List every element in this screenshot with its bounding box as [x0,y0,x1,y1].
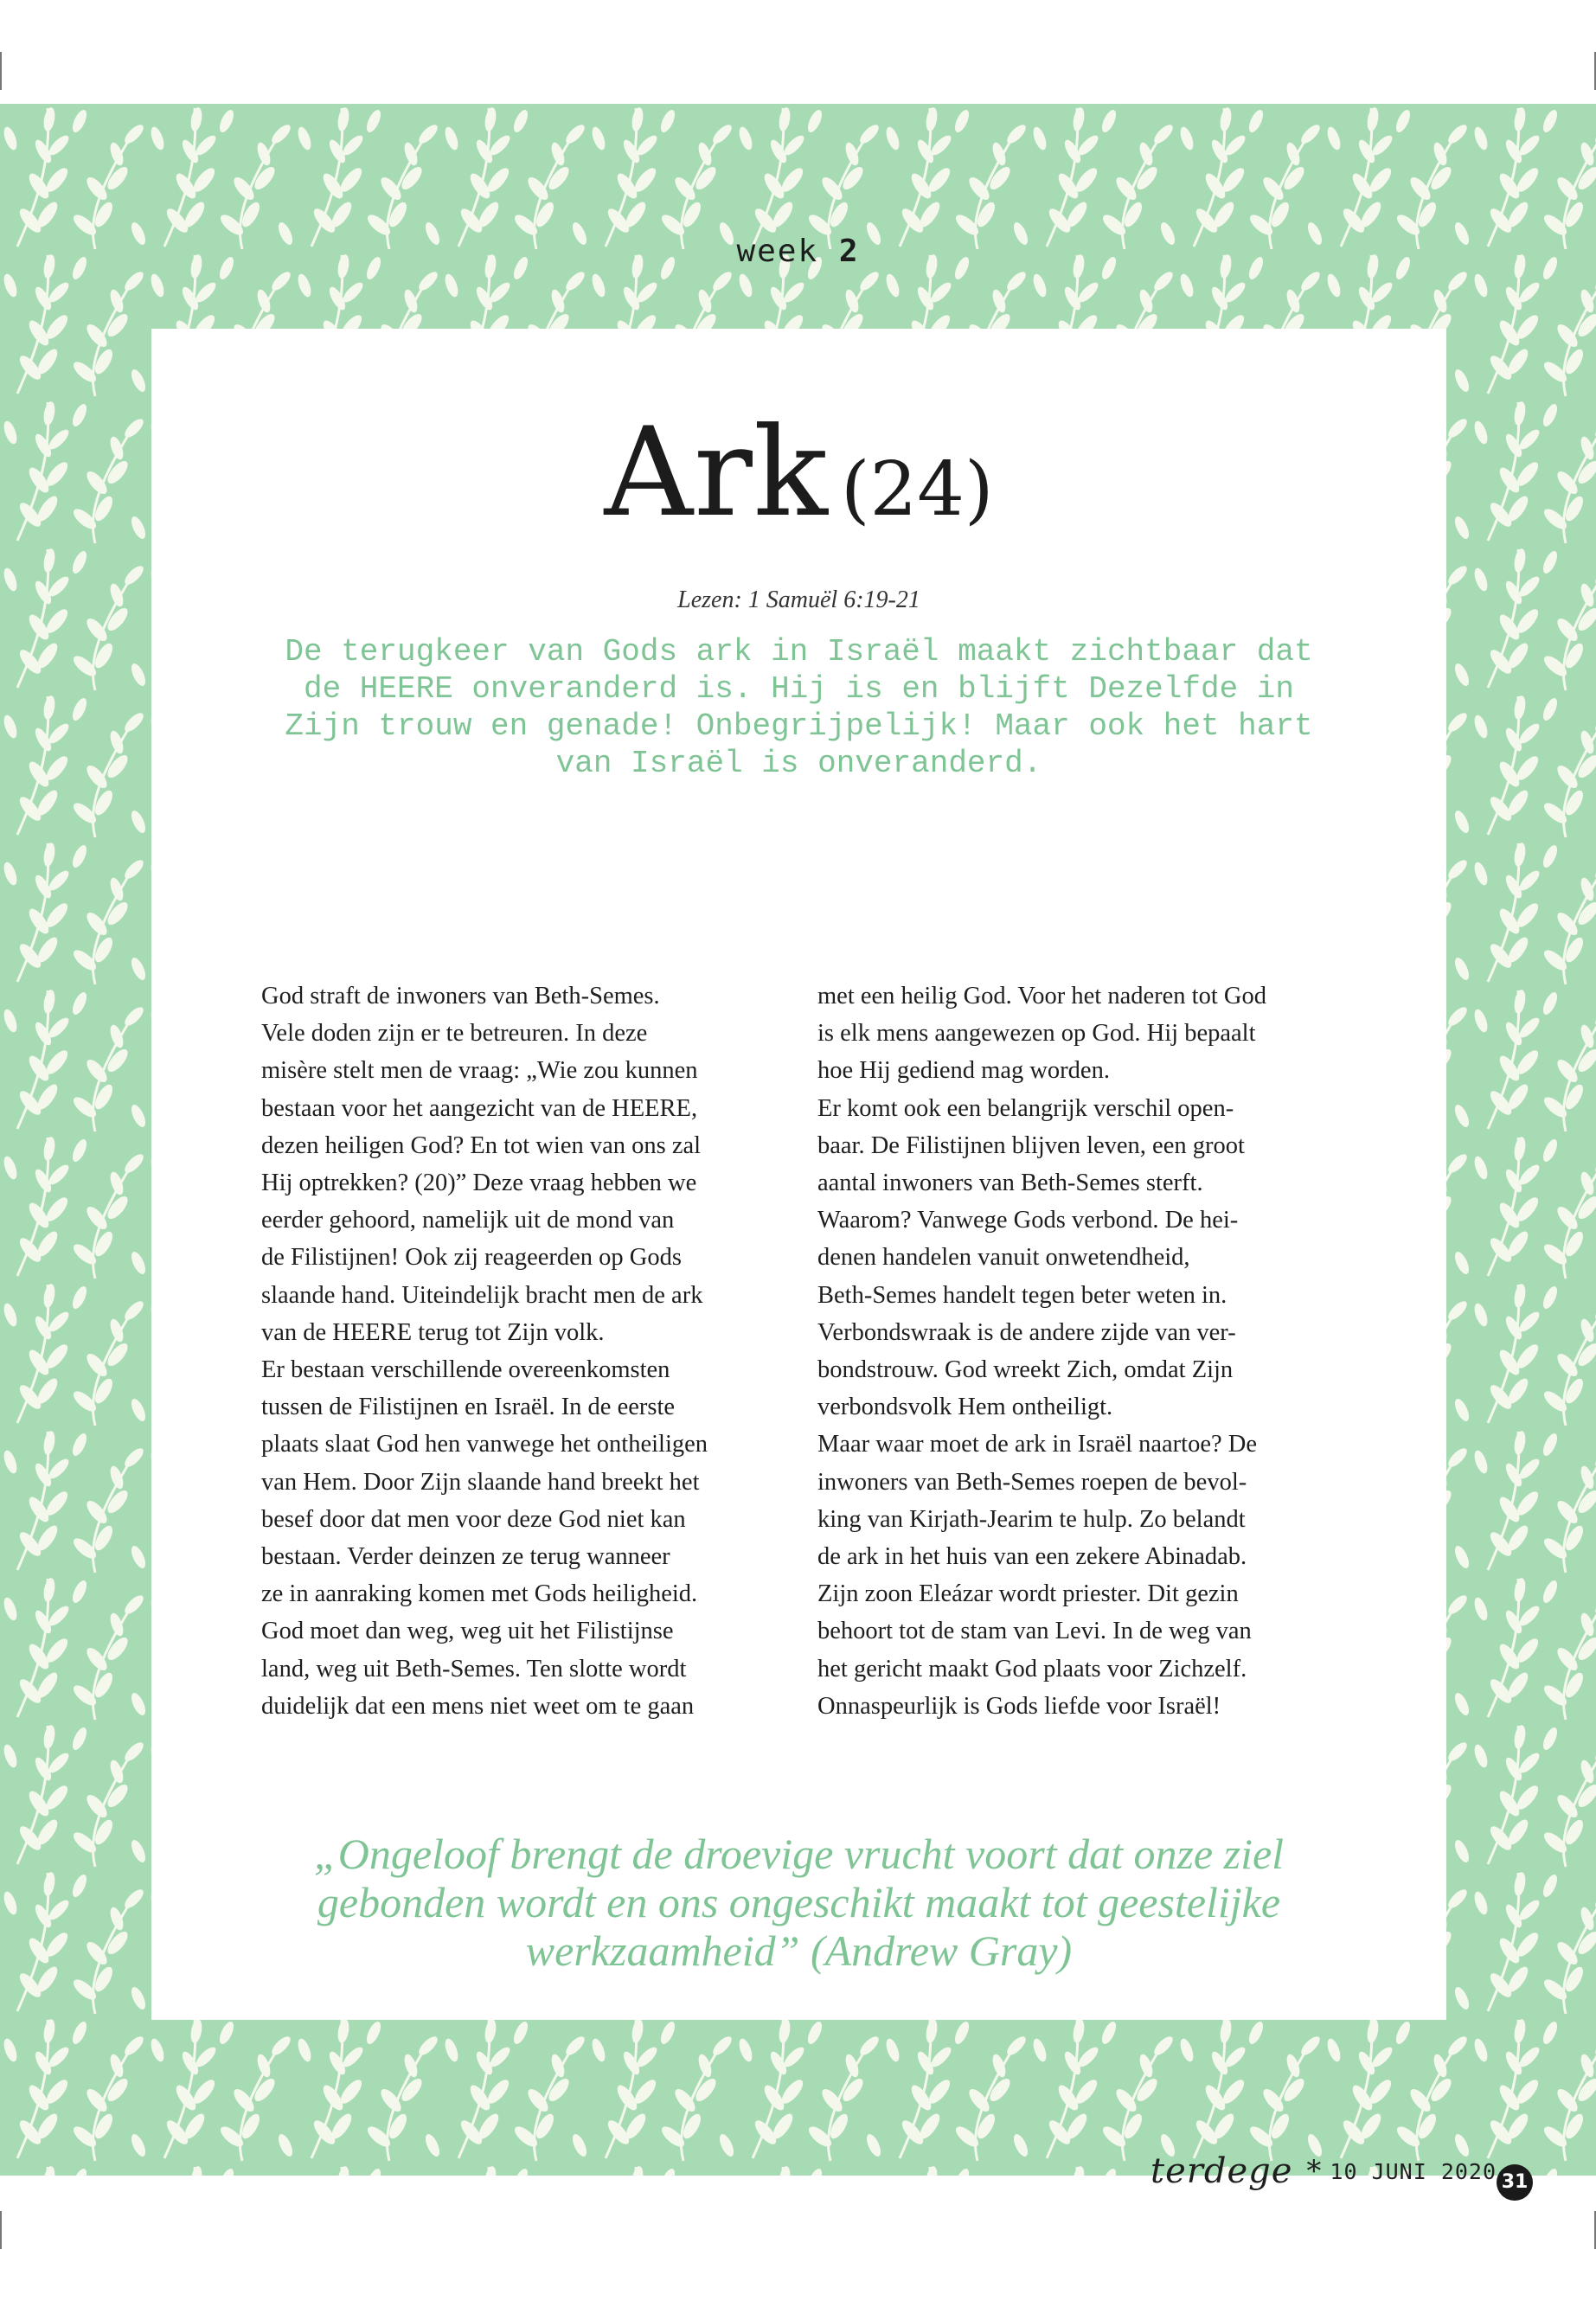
quote-line: werkzaamheid” (Andrew Gray) [525,1926,1073,1975]
week-label [0,234,1596,269]
body-line: Er bestaan verschillende overeenkomsten [261,1356,670,1384]
content-panel [151,329,1446,2020]
body-line: is elk mens aangewezen op God. Hij bepaalt [817,1020,1256,1048]
reading-reference: Lezen: 1 Samuël 6:19-21 [677,586,920,613]
intro-line: De terugkeer van Gods ark in Israël maakt zichtbaar dat [285,634,1313,670]
body-column-left [261,977,780,1725]
body-line: Waarom? Vanwege Gods verbond. De hei- [817,1207,1239,1234]
asterisk-icon: * [1306,2154,1322,2189]
body-line: met een heilig God. Voor het naderen tot God [817,983,1266,1009]
quote-line: „Ongeloof brengt de droevige vrucht voort dat onze ziel [313,1830,1285,1878]
body-line: Hij optrekken? (20)” Deze vraag hebben we [261,1170,697,1197]
body-line: bondstrouw. God wreekt Zich, omdat Zijn [817,1356,1234,1384]
intro-line: de HEERE onveranderd is. Hij is en blijft Dezelfde in [304,671,1294,707]
body-line: dezen heiligen God? En tot wien van ons zal [261,1131,702,1159]
body-line: plaats slaat God hen vanwege het ontheiligen [261,1431,708,1458]
body-line: land, weg uit Beth-Semes. Ten slotte wordt [261,1655,687,1682]
pull-quote [238,1830,1360,1975]
body-line: behoort tot de stam van Levi. In de weg van [817,1618,1252,1645]
body-line: het gericht maakt God plaats voor Zichzelf. [817,1655,1247,1682]
body-line: van de HEERE terug tot Zijn volk. [261,1318,605,1346]
title-main: Ark [604,401,829,544]
magazine-logo: terdege [1151,2151,1293,2191]
body-line: God moet dan weg, weg uit het Filistijnse [261,1618,674,1645]
issue-date: 10 JUNI 2020 [1330,2158,1497,2184]
week-number: 2 [838,234,860,269]
body-line: Zijn zoon Eleázar wordt priester. Dit gezin [817,1580,1239,1608]
page-title [151,401,1446,544]
body-line: misère stelt men de vraag: „Wie zou kunnen [261,1057,698,1085]
body-line: Onnaspeurlijk is Gods liefde voor Israël! [817,1692,1221,1720]
body-line: ze in aanraking komen met Gods heiligheid. [261,1580,698,1608]
body-line: king van Kirjath-Jearim te hulp. Zo belandt [817,1505,1246,1533]
body-column-right [817,977,1336,1725]
body-line: de ark in het huis van een zekere Abinadab. [817,1543,1247,1571]
body-line: Maar waar moet de ark in Israël naartoe? De [817,1431,1257,1458]
body-line: God straft de inwoners van Beth-Semes. [261,983,660,1009]
body-line: de Filistijnen! Ook zij reageerden op Gods [261,1244,682,1272]
body-line: aantal inwoners van Beth-Semes sterft. [817,1170,1203,1197]
body-line: Er komt ook een belangrijk verschil open- [817,1094,1234,1122]
body-line: verbondsvolk Hem ontheiligt. [817,1394,1113,1421]
page-footer [1151,2150,1548,2193]
intro-line: van Israël is onveranderd. [555,746,1042,781]
body-line: Beth-Semes handelt tegen beter weten in. [817,1281,1227,1309]
body-line: inwoners van Beth-Semes roepen de bevol- [817,1468,1247,1496]
body-line: eerder gehoord, namelijk uit de mond van [261,1207,675,1234]
body-line: bestaan. Verder deinzen ze terug wanneer [261,1543,670,1571]
intro-line: Zijn trouw en genade! Onbegrijpelijk! Maar ook het hart [285,708,1313,744]
title-number: (24) [840,446,994,533]
page-number-badge: 31 [1497,2164,1533,2201]
body-line: bestaan voor het aangezicht van de HEERE, [261,1094,698,1122]
body-line: hoe Hij gediend mag worden. [817,1057,1110,1085]
leaf-pattern-frame [0,104,1596,2193]
body-line: slaande hand. Uiteindelijk bracht men de ark [261,1281,703,1309]
body-line: denen handelen vanuit onwetendheid, [817,1244,1190,1272]
body-line: baar. De Filistijnen blijven leven, een groot [817,1131,1245,1159]
body-line: van Hem. Door Zijn slaande hand breekt het [261,1468,700,1496]
body-line: tussen de Filistijnen en Israël. In de eerste [261,1394,676,1421]
quote-line: gebonden wordt en ons ongeschikt maakt tot geestelijke [317,1878,1281,1926]
body-line: Vele doden zijn er te betreuren. In deze [261,1020,648,1048]
crop-mark [0,2211,2,2249]
intro-text [238,633,1360,782]
body-line: Verbondswraak is de andere zijde van ver- [817,1318,1236,1346]
body-line: duidelijk dat een mens niet weet om te gaan [261,1692,695,1720]
crop-mark [0,52,2,90]
week-word: week [736,234,819,269]
body-line: besef door dat men voor deze God niet kan [261,1505,686,1533]
